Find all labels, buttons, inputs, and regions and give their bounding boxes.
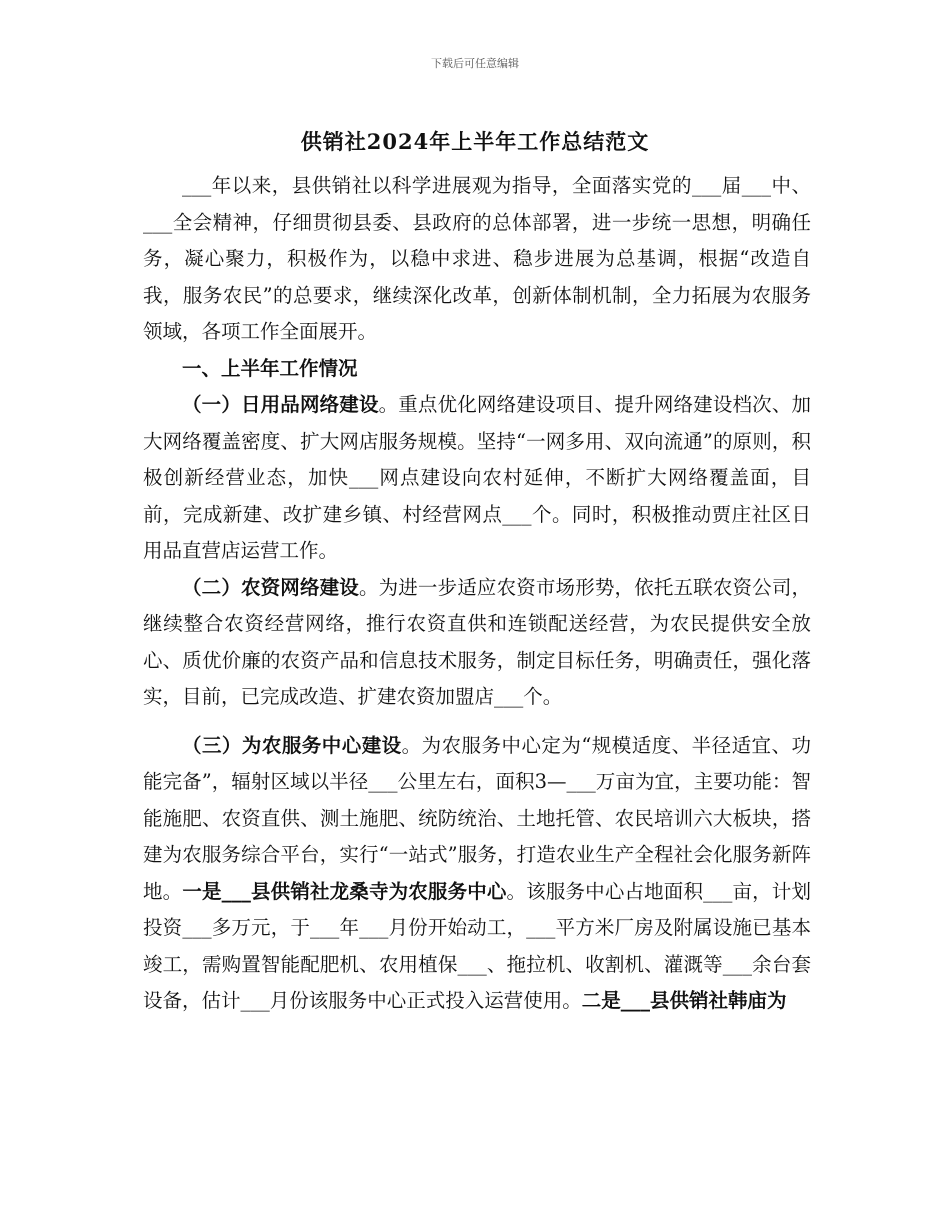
item-1-text: 。重点优化网络建设项目、提升网络建设档次、加大网络覆盖密度、扩大网店服务规模。坚持“一网多用、双向流通”的原则，积极创新经营业态，加快___网点建设向农村延伸，不断扩大网络覆盖面，目前，完成新建、改扩建乡镇、村经营网点___个。同时，积极推动贾庄社区日用品直营店运营工作。 [143,393,811,562]
item-3-bold-2: 二是___县供销社韩庙为 [581,989,787,1012]
item-3-label: （三）为农服务中心建设 [182,733,402,757]
item-2-text: 。为进一步适应农资市场形势，依托五联农资公司，继续整合农资经营网络，推行农资直供和连锁配送经营，为农民提供安全放心、质优价廉的农资产品和信息技术服务，制定目标任务，明确责任，强化落实，目前，已完成改造、扩建农资加盟店___个。 [143,575,811,708]
paragraph-gap [143,716,811,728]
section-heading: 一、上半年工作情况 [182,356,358,380]
item-1-label: （一）日用品网络建设 [182,393,379,416]
item-3-text-2: 。该服务中心占地面积___亩，计划投资___多万元，于___年___月份开始动工，___平方米厂房及附属设施已基本竣工，需购置智能配肥机、农用植保___、拖拉机、收割机、灌溉等___余台套设备，估计___月份该服务中心正式投入运营使用。 [143,879,811,1012]
paragraph-item-1 [143,387,811,570]
paragraph-item-3 [143,728,811,1020]
document-body [143,168,811,1020]
paragraph-item-2 [143,570,811,716]
item-2-label: （二）农资网络建设 [182,575,359,599]
item-3-text-1: 。为农服务中心定为“规模适度、半径适宜、功能完备”，辐射区域以半径___公里左右，面积3—___万亩为宜，主要功能：智能施肥、农资直供、测土施肥、统防统治、土地托管、农民培训六大板块，搭建为农服务综合平台，实行“一站式”服务，打造农业生产全程社会化服务新阵地。 [143,733,811,903]
document-title: 供销社2024年上半年工作总结范文 [300,129,650,154]
item-3-bold-1: 一是___县供销社龙桑寺为农服务中心 [182,879,507,903]
page-header-note: 下载后可任意编辑 [431,57,519,70]
intro-paragraph: ___年以来，县供销社以科学进展观为指导，全面落实党的___届___中、___全会精神，仔细贯彻县委、县政府的总体部署，进一步统一思想，明确任务，凝心聚力，积极作为，以稳中求进、稳步进展为总基调，根据“改造自我，服务农民”的总要求，继续深化改革，创新体制机制，全力拓展为农服务领域，各项工作全面展开。 [143,174,811,343]
